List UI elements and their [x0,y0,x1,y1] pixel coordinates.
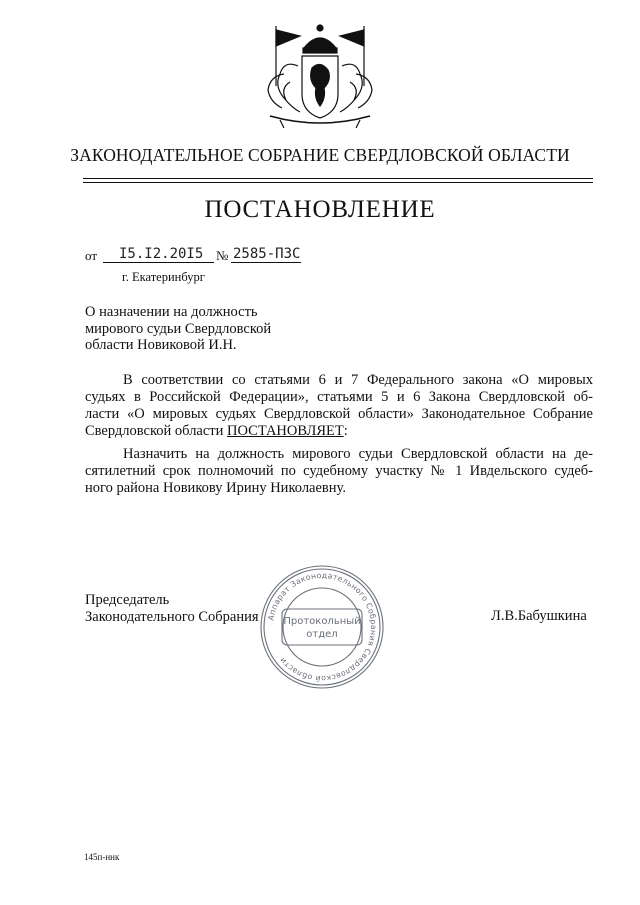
organization-name: ЗАКОНОДАТЕЛЬНОЕ СОБРАНИЕ СВЕРДЛОВСКОЙ ОБЛАСТИ [70,145,570,165]
signer-name: Л.В.Бабушкина [491,608,587,624]
paragraph-line: Назначить на должность мирового судьи Свердловской области на де- [123,446,593,462]
city-line: г. Екатеринбург [122,270,205,284]
paragraph-text: : [343,423,348,439]
document-date: I5.I2.20I5 [119,246,204,262]
paragraph-text: Свердловской области [85,423,228,439]
document-subject [85,304,271,354]
header-rule-thick [83,178,593,179]
signer-position [85,592,259,625]
subject-line: О назначении на должность [85,304,258,320]
paragraph-basis [85,372,593,440]
paragraph-line: судьях в Российской Федерации», статьями 5 и 6 Закона Свердловской об- [85,389,593,405]
paragraph-resolution [85,446,593,497]
signer-title-line: Председатель [85,592,170,608]
date-underline [103,262,214,263]
subject-line: области Новиковой И.Н. [85,337,237,353]
document-number: 2585-ПЗС [233,246,301,262]
stamp-center-line: Протокольный [283,616,361,627]
number-underline [231,262,301,263]
stamp-center-line: отдел [306,629,338,640]
paragraph-line: ласти «О мировых судьях Свердловской области» Законодательное Собрание [85,406,593,422]
signer-title-line: Законодательного Собрания [85,608,259,625]
date-prefix: от [85,248,98,263]
document-type-title: ПОСТАНОВЛЕНИЕ [204,196,436,223]
paragraph-line [85,423,593,440]
header-rule-thin [83,182,593,183]
resolves-keyword: ПОСТАНОВЛЯЕТ [227,423,344,439]
stamp-outer-text: Аппарат Законодательного Собрания Свердловской области [266,570,379,684]
paragraph-line: В соответствии со статьями 6 и 7 Федерального закона «О мировых [123,372,593,388]
coat-of-arms-emblem [240,16,400,134]
footer-code: 145п-ннк [84,852,120,862]
paragraph-line: ного района Новикову Ирину Николаевну. [85,480,346,496]
subject-line: мирового судьи Свердловской [85,320,272,337]
paragraph-line: сятилетний срок полномочий по судебному участку № 1 Ивдельского судеб- [85,463,593,479]
number-prefix: № [216,248,229,263]
official-stamp [258,563,386,691]
